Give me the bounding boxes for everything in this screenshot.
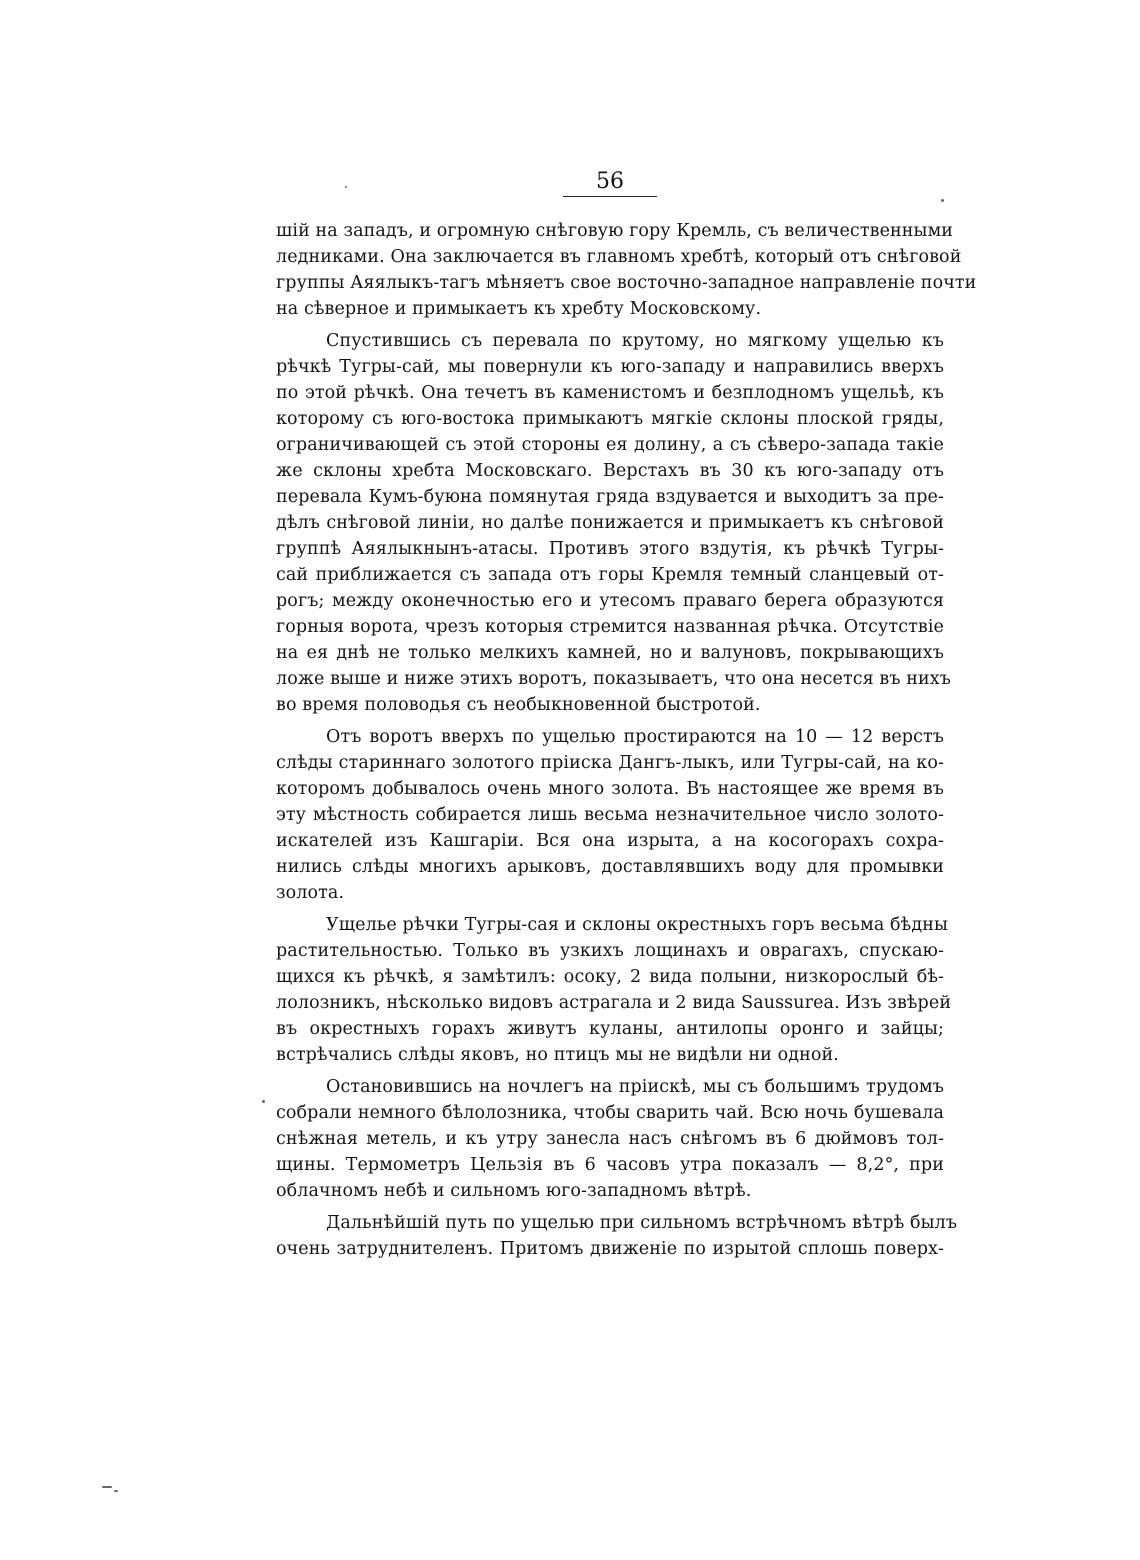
text-line: дѣлъ снѣговой линіи, но далѣе понижается и примыкаетъ къ снѣговой [276, 513, 944, 533]
paragraph-3 [276, 724, 944, 906]
text-line: на ея днѣ не только мелкихъ камней, но и валуновъ, покрывающихъ [276, 643, 944, 663]
text-line: растительностью. Только въ узкихъ лощинахъ и оврагахъ, спускаю- [276, 941, 944, 961]
text-line: рогъ; между оконечностью его и утесомъ праваго берега образуются [276, 591, 944, 611]
text-line: встрѣчались слѣды яковъ, но птицъ мы не видѣли ни одной. [276, 1045, 839, 1065]
scan-speck [262, 1100, 265, 1103]
text-line: нились слѣды многихъ арыковъ, доставлявшихъ воду для промывки [276, 857, 944, 877]
text-line: лолозникъ, нѣсколько видовъ астрагала и 2 вида Saussurea. Изъ звѣрей [276, 993, 952, 1013]
text-line: очень затруднителенъ. Притомъ движеніе по изрытой сплошь поверх- [276, 1239, 944, 1259]
text-line: щихся къ рѣчкѣ, я замѣтилъ: осоку, 2 вида полыни, низкорослый бѣ- [276, 967, 944, 987]
text-line: Спустившись съ перевала по крутому, но мягкому ущелью къ [326, 331, 944, 351]
text-line: ограничивающей съ этой стороны ея долину, а съ сѣверо-запада такіе [276, 435, 944, 455]
text-line: же склоны хребта Московскаго. Верстахъ въ 30 къ юго-западу отъ [276, 461, 944, 481]
text-line: которомъ добывалось очень много золота. Въ настоящее же время въ [276, 779, 944, 799]
text-line: эту мѣстность собирается лишь весьма незначительное число золото- [276, 805, 944, 825]
text-line: собрали немного бѣлолозника, чтобы сварить чай. Всю ночь бушевала [276, 1103, 944, 1123]
text-line: перевала Кумъ-буюна помянутая гряда вздувается и выходитъ за пре- [276, 487, 944, 507]
scan-speck [102, 1486, 112, 1488]
text-line: на сѣверное и примыкаетъ къ хребту Московскому. [276, 299, 762, 319]
scan-speck [114, 1490, 118, 1492]
text-line: Остановившись на ночлегъ на пріискѣ, мы съ большимъ трудомъ [326, 1077, 944, 1097]
scan-speck [941, 199, 944, 202]
text-line: слѣды стариннаго золотого пріиска Дангъ-лыкъ, или Тугры-сай, на ко- [276, 753, 944, 773]
text-line: искателей изъ Кашгаріи. Вся она изрыта, а на косогорахъ сохра- [276, 831, 944, 851]
scan-speck [345, 186, 347, 188]
text-line: ложе выше и ниже этихъ воротъ, показываетъ, что она несется въ нихъ [276, 669, 952, 689]
text-line: ледниками. Она заключается въ главномъ хребтѣ, который отъ снѣговой [276, 247, 962, 267]
paragraph-2 [276, 328, 952, 718]
text-line: по этой рѣчкѣ. Она течетъ въ каменистомъ и безплодномъ ущельѣ, къ [276, 383, 944, 403]
text-line: во время половодья съ необыкновенной быстротой. [276, 695, 761, 715]
page-number-rule [563, 196, 657, 197]
text-line: горныя ворота, чрезъ которыя стремится названная рѣчка. Отсутствіе [276, 617, 944, 637]
text-line: рѣчкѣ Тугры-сай, мы повернули къ юго-западу и направились вверхъ [276, 357, 944, 377]
paragraph-5 [276, 1074, 944, 1204]
text-line: Отъ воротъ вверхъ по ущелью простираются на 10 — 12 верстъ [326, 727, 944, 747]
text-line: сай приближается съ запада отъ горы Кремля темный сланцевый от- [276, 565, 944, 585]
text-line: Ущелье рѣчки Тугры-сая и склоны окрестныхъ горъ весьма бѣдны [326, 915, 948, 935]
paragraph-4 [276, 912, 952, 1068]
text-line: въ окрестныхъ горахъ живутъ куланы, антилопы оронго и зайцы; [276, 1019, 944, 1039]
paragraph-1 [276, 218, 977, 322]
text-line: шій на западъ, и огромную снѣговую гору Кремль, съ величественными [276, 221, 954, 241]
text-line: щины. Термометръ Цельзія въ 6 часовъ утра показалъ — 8,2°, при [276, 1155, 944, 1175]
text-line: снѣжная метель, и къ утру занесла насъ снѣгомъ въ 6 дюймовъ тол- [276, 1129, 944, 1149]
text-line: золота. [276, 883, 345, 903]
text-line: облачномъ небѣ и сильномъ юго-западномъ вѣтрѣ. [276, 1181, 752, 1201]
text-line: которому съ юго-востока примыкаютъ мягкіе склоны плоской гряды, [276, 409, 944, 429]
page-number: 56 [596, 169, 624, 194]
paragraph-6 [276, 1210, 958, 1262]
text-line: Дальнѣйшій путь по ущелью при сильномъ встрѣчномъ вѣтрѣ былъ [326, 1213, 958, 1233]
text-line: группы Аяялыкъ-тагъ мѣняетъ свое восточно-западное направленіе почти [276, 273, 977, 293]
text-line: группѣ Аяялыкнынъ-атасы. Противъ этого вздутія, къ рѣчкѣ Тугры- [276, 539, 944, 559]
body-text [276, 218, 977, 1262]
